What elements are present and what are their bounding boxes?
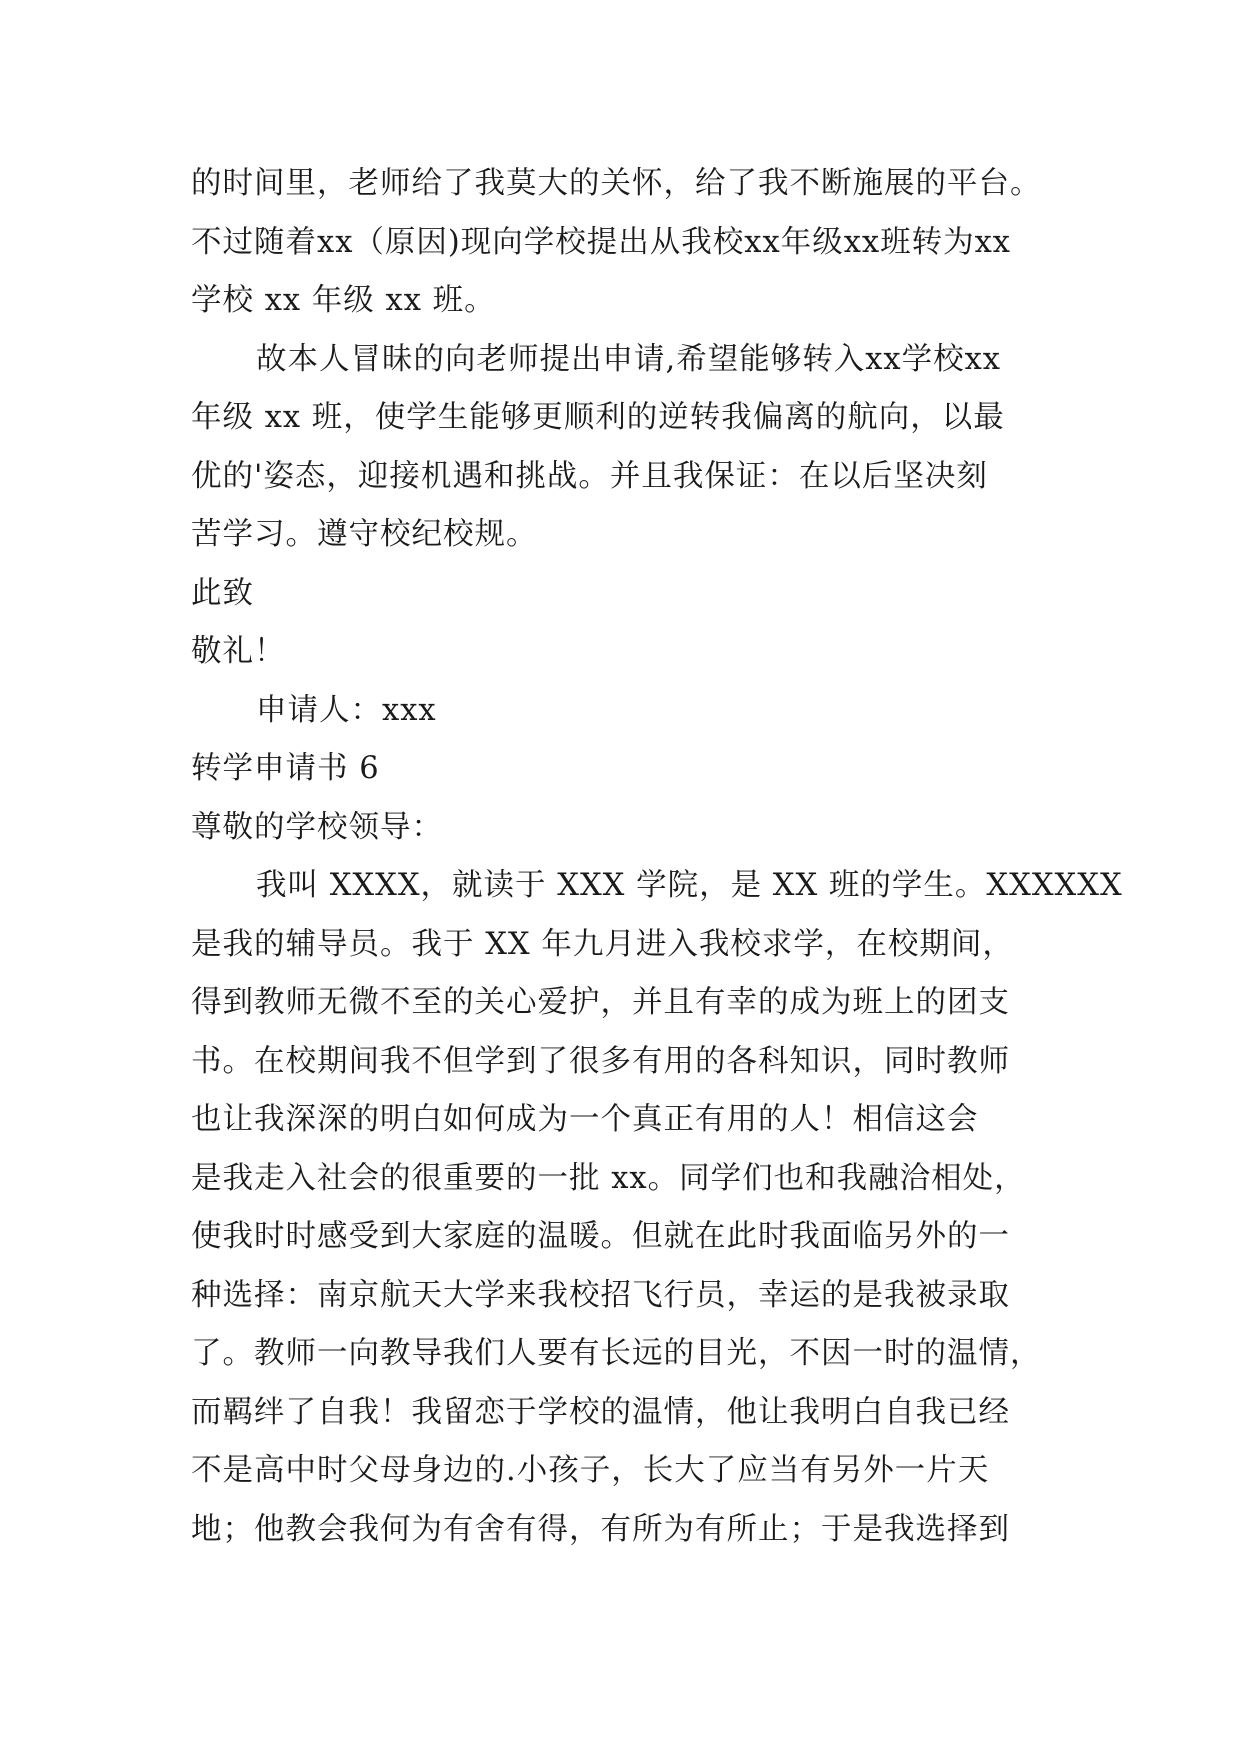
text-line: 不过随着xx（原因)现向学校提出从我校xx年级xx班转为xx [191,224,1012,260]
closing-salutation: 此致 [191,575,254,611]
text-line: 的时间里，老师给了我莫大的关怀，给了我不断施展的平台。 [191,166,1042,201]
text-line: 是我的辅导员。我于 XX 年九月进入我校求学，在校期间， [191,926,1014,962]
closing-regards: 敬礼！ [191,634,286,669]
text-line: 优的'姿态，迎接机遇和挑战。并且我保证：在以后坚决刻 [191,458,988,494]
text-line: 是我走入社会的很重要的一批 xx。同学们也和我融洽相处， [191,1160,1026,1196]
text-line: 使我时时感受到大家庭的温暖。但就在此时我面临另外的一 [191,1219,1010,1254]
paragraph-first-line: 故本人冒昧的向老师提出申请,希望能够转入xx学校xx [256,341,1001,377]
text-line: 学校 xx 年级 xx 班。 [191,283,496,318]
letter-greeting: 尊敬的学校领导： [191,809,443,845]
text-line: 了。教师一向教导我们人要有长远的目光，不因一时的温情， [191,1336,1042,1371]
text-line: 种选择：南京航天大学来我校招飞行员，幸运的是我被录取 [191,1277,1010,1313]
section-title: 转学申请书 6 [191,751,380,786]
document-body [191,155,1123,1559]
text-line: 地；他教会我何为有舍有得，有所为有所止；于是我选择到 [191,1511,1010,1547]
text-line: 得到教师无微不至的关心爱护，并且有幸的成为班上的团支 [191,985,1010,1020]
text-line: 苦学习。遵守校纪校规。 [191,517,538,552]
text-line: 而羁绊了自我！我留恋于学校的温情，他让我明白自我已经 [191,1394,1010,1430]
text-line: 不是高中时父母身边的.小孩子，长大了应当有另外一片天 [191,1453,990,1488]
text-line: 也让我深深的明白如何成为一个真正有用的人！相信这会 [191,1102,979,1137]
text-line: 年级 xx 班，使学生能够更顺利的逆转我偏离的航向，以最 [191,400,1005,435]
paragraph-first-line: 我叫 XXXX，就读于 XXX 学院，是 XX 班的学生。XXXXXX [256,868,1123,903]
text-line: 书。在校期间我不但学到了很多有用的各科知识，同时教师 [191,1043,1010,1079]
signature-line: 申请人：xxx [256,692,437,728]
